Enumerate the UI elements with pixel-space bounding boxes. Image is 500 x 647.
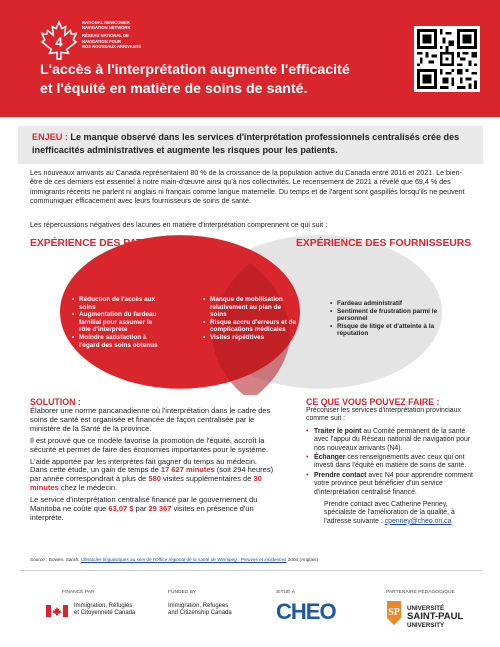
action-heading: CE QUE VOUS POUVEZ FAIRE : — [306, 397, 440, 407]
svg-text:SP: SP — [388, 607, 400, 618]
header-banner — [0, 0, 500, 117]
extra-visits: 580 — [148, 474, 161, 484]
funded-en-agency: Immigration, Refugees and Citizenship Canada — [168, 603, 232, 617]
maple-leaf-icon — [40, 20, 78, 60]
list-item: • Échanger ces renseignements avec ceux qui ont investi dans l'équité en matière de soins de santé. — [306, 454, 481, 471]
source-link[interactable]: Obstacles linguistiques au sein de l'Office régional de la santé de Winnipeg : Preuves et incidences — [80, 557, 287, 562]
list-item: • Moindre satisfaction à l'égard des soins obtenus — [72, 334, 164, 349]
issue-text: Le manque observé dans les services d'interprétation professionnels centralisés crée des inefficacités administratives et augmente les risques pour les patients. — [32, 132, 460, 155]
providers-heading: EXPÉRIENCE DES FOURNISSEURS — [296, 238, 472, 249]
list-item: • Fardeau administratif — [330, 300, 438, 308]
org-name-en: NATIONAL NEWCOMER NAVIGATION NETWORK — [82, 20, 131, 31]
saint-paul-crest-icon — [386, 600, 402, 626]
cheo-logo: CHEO — [276, 599, 336, 624]
patients-heading: EXPÉRIENCE DES PATIENTS — [30, 238, 173, 249]
shared-list — [203, 296, 299, 342]
list-item: • Sentiment de frustration parmi le personnel — [330, 308, 438, 323]
solution-p4: Le service d'interprétation centralisé financé par le gouvernement du Manitoba ne coûte que 63,07 $ par 29 367 visites en présence d'un interprète. — [30, 495, 258, 522]
visit-count: 29 367 — [148, 504, 172, 514]
n4-logo — [40, 20, 141, 60]
action-list — [306, 428, 481, 497]
visit-length: 30 minutes — [30, 474, 262, 493]
footer-divider — [20, 570, 482, 571]
list-item: • Visites répétitives — [203, 334, 299, 342]
saint-paul-logo: UNIVERSITÉ SAINT-PAUL UNIVERSITY — [407, 605, 464, 629]
canada-flag-icon — [46, 605, 68, 617]
located-label: SITUÉ À — [276, 590, 296, 595]
intro-paragraph: Les nouveaux arrivants au Canada représentaient 80 % de la croissance de la population active du Canada entre 2016 et 2021. Le bien-être de ces derniers est essentiel à notre main-d'œuvre ainsi qu'à nos collectivités. Le recensement de 2021 a révélé que 69,4 % des immigrants récents ne parlent ni anglais ni français comme langue maternelle. Du temps et de l'argent sont gaspillés lorsqu'ils ne peuvent communiquer efficacement avec leurs fournisseurs de soins de santé. — [30, 169, 465, 205]
solution-p3: L'aide apportée par les interprètes fait gagner du temps au médecin. Dans cette étude, un gain de temps de 17 627 minutes (soit 294 heures) par année correspondrait à plus de 580 visites supplémentaires de 30 minutes chez le médecin. — [30, 456, 274, 493]
issue-box — [18, 126, 483, 164]
solution-p2: Il est prouvé que ce modèle favorise la promotion de l'équité, accroît la sécurité et permet de faire des économies importantes pour le système. — [30, 435, 269, 454]
contact-email-link[interactable]: cpenney@cheo.on.ca — [384, 517, 452, 525]
qr-code[interactable] — [414, 26, 480, 92]
list-item: • Risque accru d'erreurs et de complications médicales — [203, 319, 299, 334]
solution-p1: Élaborer une norme pancanadienne où l'interprétation dans le cadre des soins de santé est organisée et financée de façon centralisée par le ministère de la Santé de la province. — [30, 406, 271, 433]
solution-section — [30, 407, 275, 526]
list-item: • Traiter le point au Comité permanent de la santé avec l'appui du Réseau national de navigation pour nos nouveaux arrivants (N4). — [306, 428, 481, 453]
funded-fr-agency: Immigration, Réfugiés et Citoyenneté Canada — [74, 603, 136, 617]
qr-code-icon — [417, 29, 477, 89]
issue-label: ENJEU : — [32, 132, 68, 142]
list-item: • Manque de mobilisation relativement au plan de soins — [203, 296, 299, 319]
patients-list — [72, 296, 164, 349]
contact-info: Prendre contact avec Catherine Penney, spécialiste de l'amélioration de la qualité, à l'adresse suivante : cpenney@cheo.on.ca — [324, 501, 455, 525]
org-name-fr: RÉSEAU NATIONAL DE NAVIGATION POUR NOS NOUVEAUX ARRIVANTS — [82, 33, 142, 49]
partner-label: PARTENAIRE PÉDAGOGIQUE — [386, 590, 455, 595]
page-title: L'accès à l'interprétation augmente l'efficacité et l'équité en matière de soins de santé. — [40, 62, 350, 97]
list-item: • Réduction de l'accès aux soins — [72, 296, 164, 311]
minutes-saved: 17 627 minutes — [160, 465, 215, 475]
action-section — [306, 407, 481, 526]
impacts-intro: Les répercussions négatives des lacunes en matière d'interprétation comprennent ce qui suit : — [30, 221, 328, 229]
action-intro: Préconiser les services d'interprétation provinciaux comme suit : — [306, 407, 461, 423]
list-item: • Risque de litige et d'atteinte à la réputation — [330, 323, 438, 338]
cost-per-visit: 63,07 $ — [108, 504, 134, 514]
source-citation: Source : Bowen, Sarah, Obstacles linguistiques au sein de l'Office régional de la santé de Winnipeg : Preuves et incidences 2004 (Anglais) — [30, 557, 319, 562]
solution-heading: SOLUTION : — [30, 397, 81, 407]
providers-list — [330, 300, 438, 338]
funded-en-label: FUNDED BY — [168, 590, 197, 595]
list-item: • Prendre contact avec N4 pour apprendre comment votre province peut bénéficier d'un service d'interprétation centralisé financé. — [306, 472, 481, 497]
list-item: • Augmentation du fardeau familial pour assumer le rôle d'interprète — [72, 311, 164, 334]
funded-fr-label: FINANCÉ PAR — [62, 590, 95, 595]
svg-text:4: 4 — [55, 34, 63, 50]
